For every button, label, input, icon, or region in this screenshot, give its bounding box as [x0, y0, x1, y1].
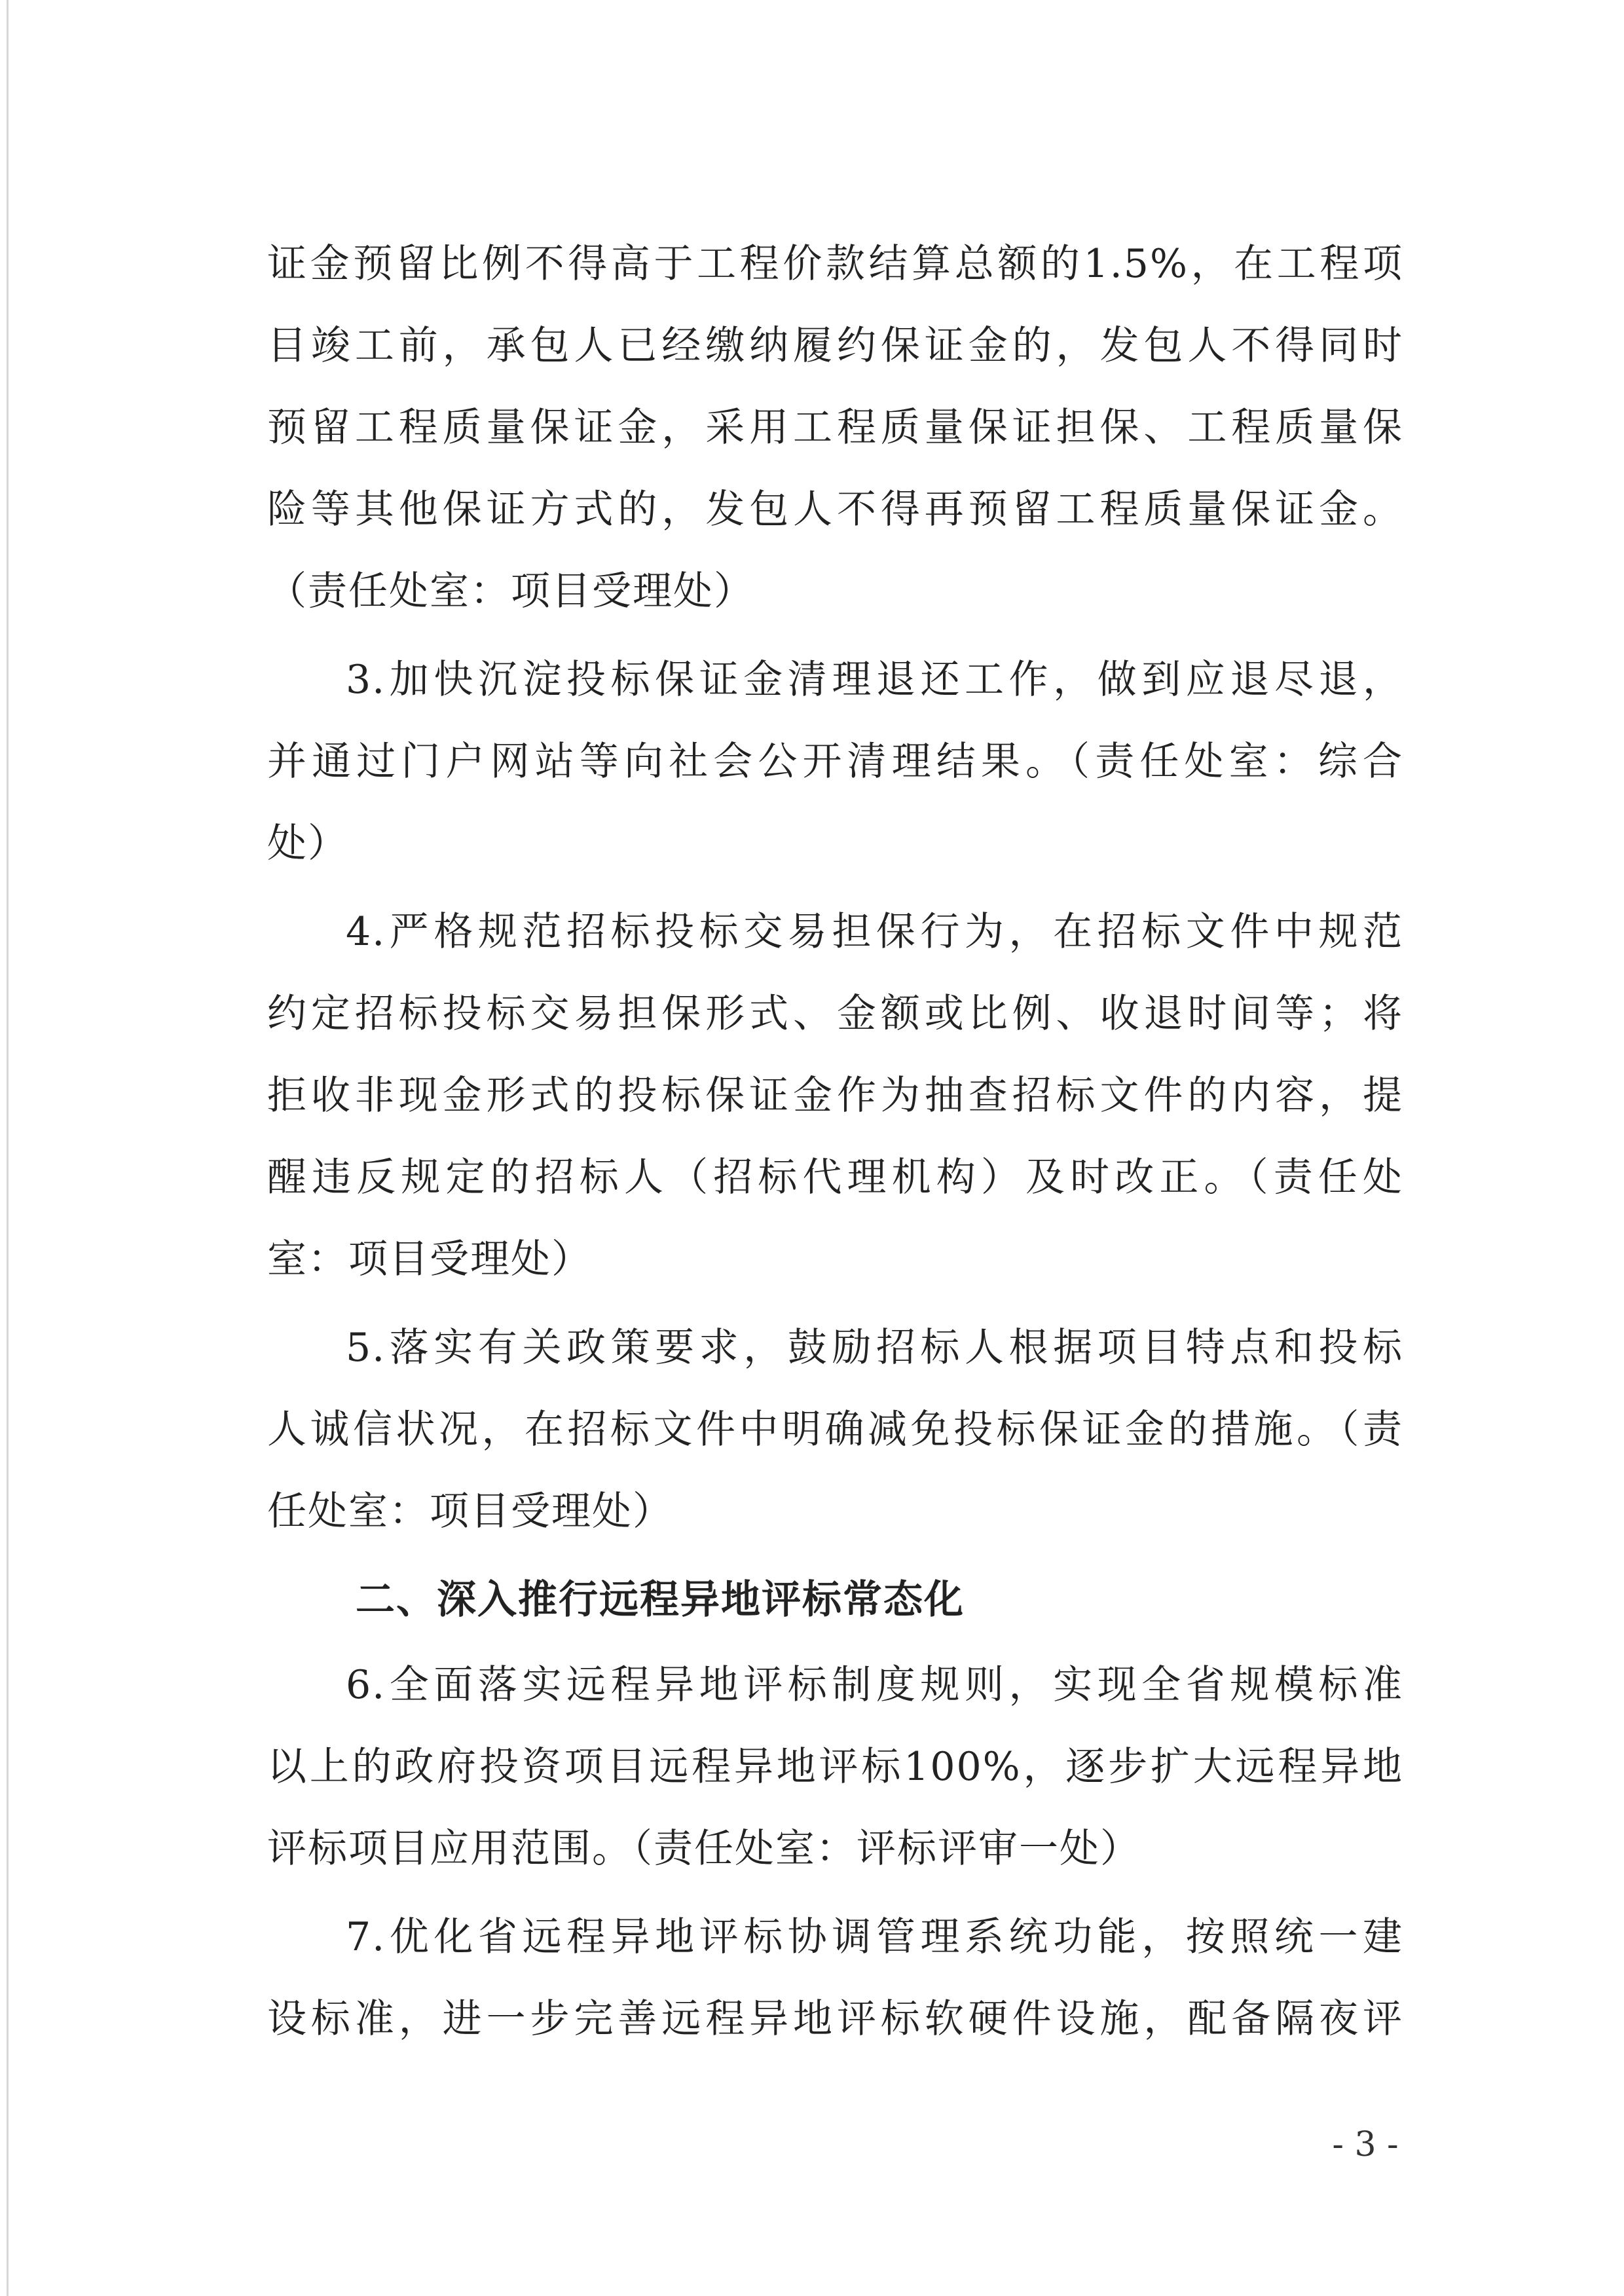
scan-edge-line — [7, 0, 9, 2296]
text-line-1: 证金预留比例不得高于工程价款结算总额的1.5%，在工程项 — [267, 241, 1403, 287]
item-7-line-2: 设标准，进一步完善远程异地评标软硬件设施，配备隔夜评 — [267, 1996, 1403, 2042]
item-4-line-4: 醒违反规定的招标人（招标代理机构）及时改正。（责任处 — [267, 1155, 1403, 1200]
item-5-line-1: 5.落实有关政策要求，鼓励招标人根据项目特点和投标 — [346, 1325, 1403, 1371]
item-3-line-3: 处） — [267, 821, 348, 866]
item-4-line-2: 约定招标投标交易担保形式、金额或比例、收退时间等；将 — [267, 991, 1403, 1037]
item-7-line-1: 7.优化省远程异地评标协调管理系统功能，按照统一建 — [346, 1914, 1403, 1960]
item-6-line-3: 评标项目应用范围。（责任处室：评标评审一处） — [267, 1826, 1141, 1872]
item-3-line-1: 3.加快沉淀投标保证金清理退还工作，做到应退尽退， — [346, 657, 1403, 703]
item-4-line-1: 4.严格规范招标投标交易担保行为，在招标文件中规范 — [346, 909, 1403, 955]
responsibility-note-1: （责任处室：项目受理处） — [267, 568, 754, 614]
page-number: - 3 - — [1332, 2125, 1399, 2164]
text-line-2: 目竣工前，承包人已经缴纳履约保证金的，发包人不得同时 — [267, 323, 1403, 369]
item-4-line-5: 室：项目受理处） — [267, 1236, 592, 1282]
item-6-line-1: 6.全面落实远程异地评标制度规则，实现全省规模标准 — [346, 1662, 1403, 1708]
section-heading: 二、深入推行远程异地评标常态化 — [356, 1577, 965, 1623]
item-3-line-2: 并通过门户网站等向社会公开清理结果。（责任处室：综合 — [267, 739, 1403, 785]
text-line-4: 险等其他保证方式的，发包人不得再预留工程质量保证金。 — [267, 487, 1403, 532]
text-line-3: 预留工程质量保证金，采用工程质量保证担保、工程质量保 — [267, 405, 1403, 451]
item-5-line-3: 任处室：项目受理处） — [267, 1489, 673, 1534]
item-5-line-2: 人诚信状况，在招标文件中明确减免投标保证金的措施。（责 — [267, 1407, 1403, 1453]
item-6-line-2: 以上的政府投资项目远程异地评标100%，逐步扩大远程异地 — [267, 1744, 1403, 1790]
item-4-line-3: 拒收非现金形式的投标保证金作为抽查招标文件的内容，提 — [267, 1073, 1403, 1119]
